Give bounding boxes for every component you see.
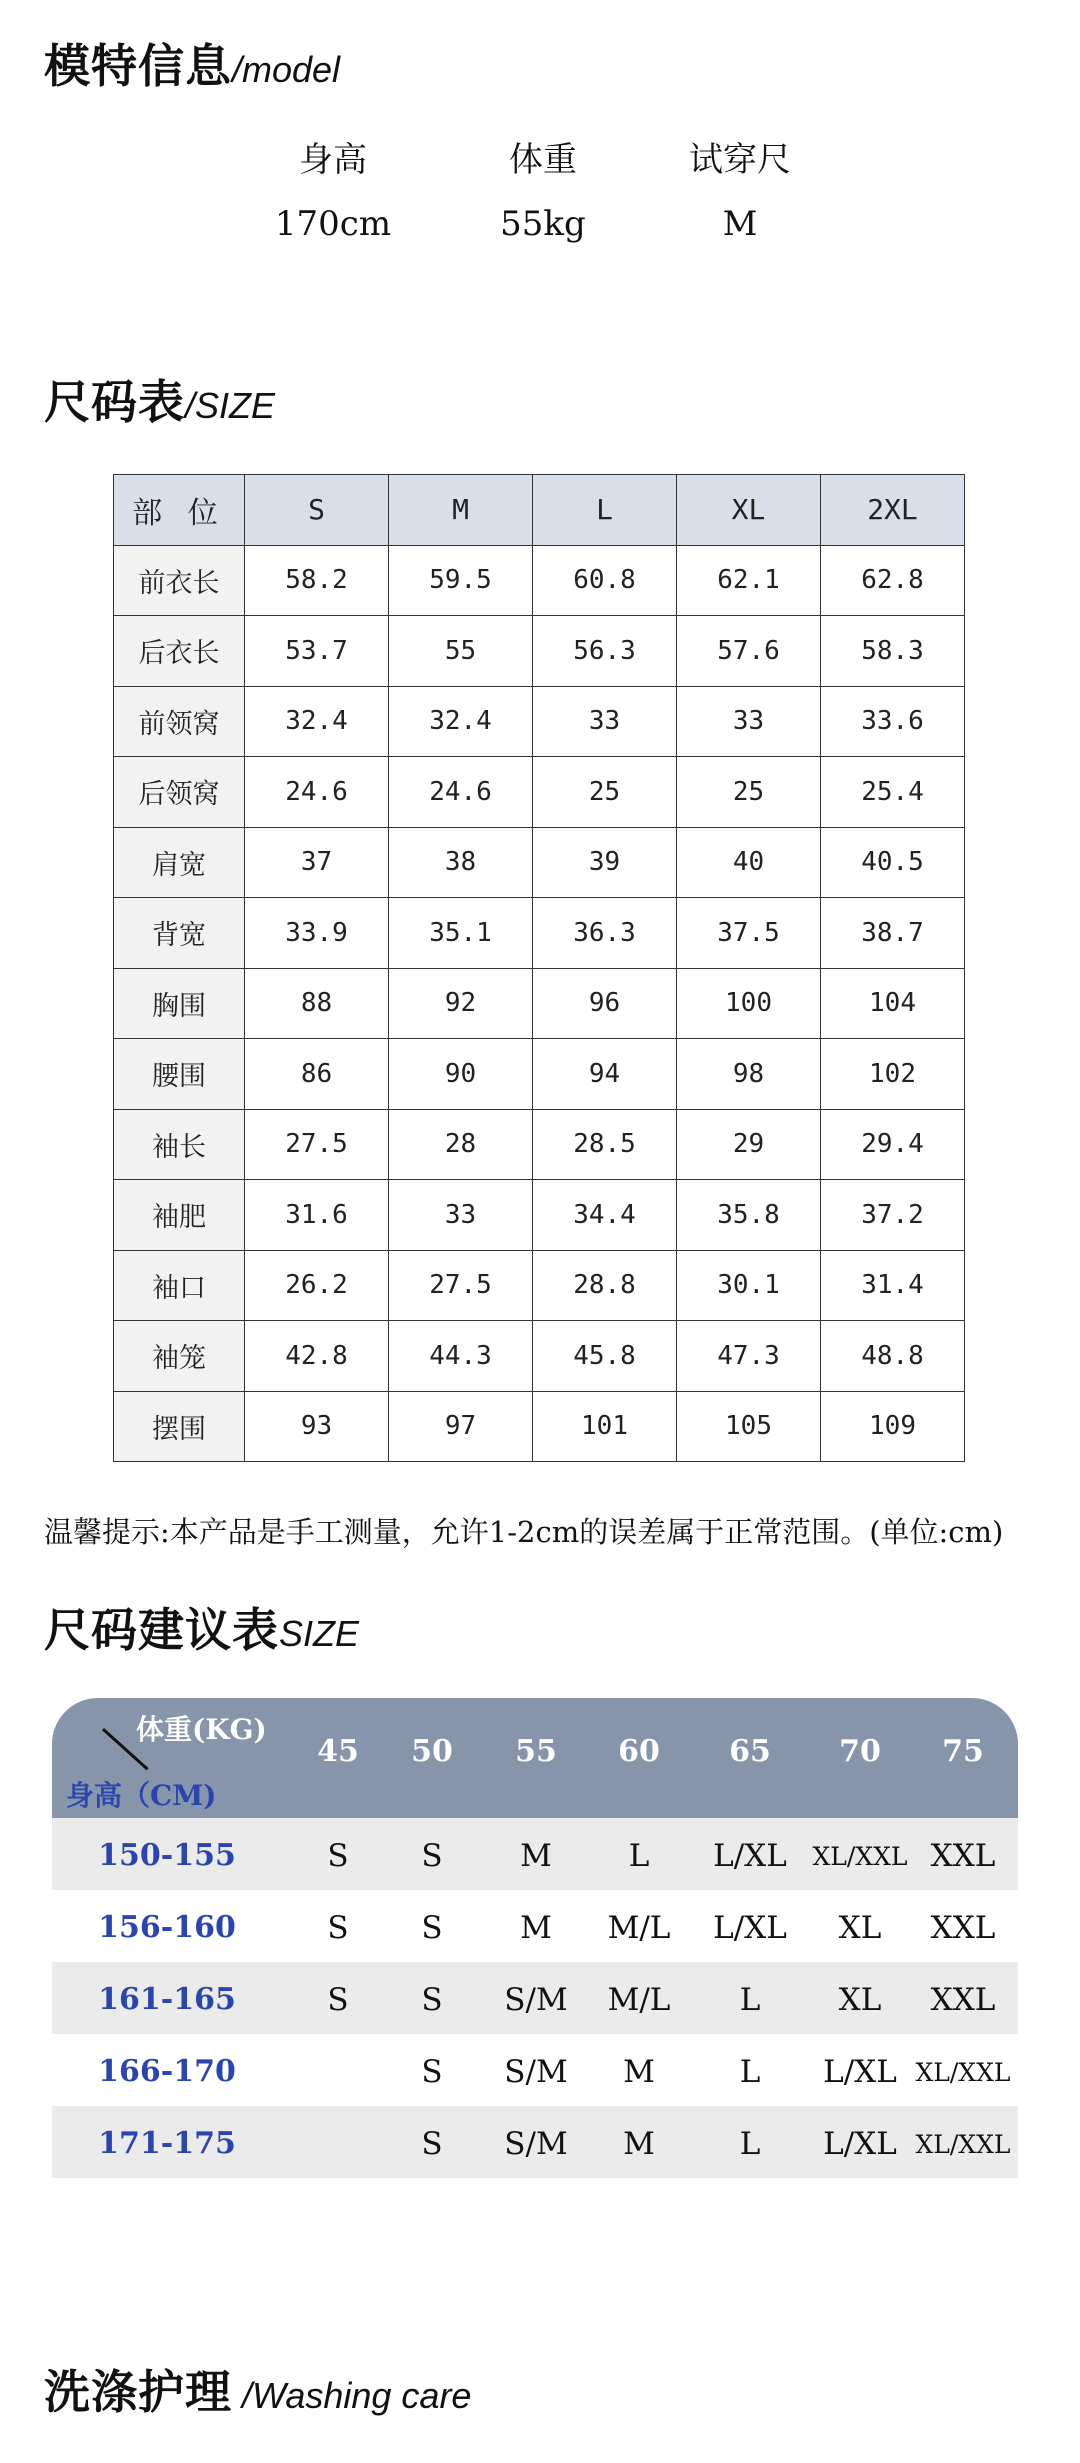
recommended-size: L [628,1838,650,1874]
row-part-name: 袖笼 [114,1321,245,1392]
row-measurement: 27.5 [389,1250,533,1321]
recommended-size: S/M [504,1982,568,2018]
recommended-size: M [520,1910,552,1946]
row-measurement: 26.2 [245,1250,389,1321]
model-value-weight: 55kg [500,204,586,244]
row-part-name: 胸围 [114,968,245,1039]
row-measurement: 29.4 [821,1109,965,1180]
row-measurement: 59.5 [389,545,533,616]
height-range: 150-155 [98,1838,236,1873]
row-measurement: 28 [389,1109,533,1180]
header-xl: XL [677,475,821,546]
recommended-size: M/L [607,1982,671,2018]
recommended-size: S [327,1910,349,1946]
row-measurement: 27.5 [245,1109,389,1180]
model-label-size: 试穿尺 [689,140,791,180]
row-measurement: 33 [677,686,821,757]
row-measurement: 102 [821,1039,965,1110]
recommend-row [52,1890,1018,1962]
weight-column-header: 45 [317,1734,359,1769]
weight-column-header: 50 [411,1734,453,1769]
row-measurement: 109 [821,1391,965,1462]
row-measurement: 25.4 [821,757,965,828]
header-2xl: 2XL [821,475,965,546]
row-measurement: 56.3 [533,616,677,687]
row-part-name: 前领窝 [114,686,245,757]
recommended-size: XXL [930,1838,996,1874]
row-measurement: 62.1 [677,545,821,616]
size-section-title [44,366,275,432]
model-label-height: 身高 [299,140,367,180]
row-measurement: 28.8 [533,1250,677,1321]
row-measurement: 33 [389,1180,533,1251]
row-measurement: 40.5 [821,827,965,898]
recommended-size: XL [838,1910,882,1946]
header-l: L [533,475,677,546]
recommended-size: S/M [504,2126,568,2162]
size-table-row [114,545,965,616]
row-measurement: 101 [533,1391,677,1462]
recommend-row [52,2106,1018,2178]
row-measurement: 25 [533,757,677,828]
row-measurement: 31.6 [245,1180,389,1251]
height-axis-label: 身高（CM) [66,1779,217,1812]
recommended-size: L/XL [823,2054,897,2090]
recommended-size: S [421,1910,443,1946]
size-table-row [114,968,965,1039]
weight-column-header: 55 [515,1734,557,1769]
recommend-row [52,1962,1018,2034]
row-part-name: 袖肥 [114,1180,245,1251]
recommended-size: S [421,1838,443,1874]
row-measurement: 32.4 [389,686,533,757]
row-measurement: 93 [245,1391,389,1462]
recommended-size: L [739,1982,761,2018]
row-measurement: 39 [533,827,677,898]
row-measurement: 47.3 [677,1321,821,1392]
recommended-size: L/XL [823,2126,897,2162]
row-part-name: 背宽 [114,898,245,969]
row-measurement: 60.8 [533,545,677,616]
recommended-size: S/M [504,2054,568,2090]
row-measurement: 36.3 [533,898,677,969]
recommend-title-zh: 尺码建议表 [44,1603,279,1657]
row-measurement: 37.2 [821,1180,965,1251]
row-measurement: 104 [821,968,965,1039]
recommended-size: L [739,2054,761,2090]
weight-column-header: 75 [942,1734,984,1769]
size-title-zh: 尺码表 [44,375,185,429]
header-m: M [389,475,533,546]
height-range: 161-165 [98,1982,236,2017]
height-range: 156-160 [98,1910,236,1945]
row-measurement: 96 [533,968,677,1039]
row-measurement: 24.6 [245,757,389,828]
row-measurement: 28.5 [533,1109,677,1180]
row-measurement: 40 [677,827,821,898]
weight-column-header: 70 [839,1734,881,1769]
size-title-en: /SIZE [185,385,276,426]
recommended-size: XL [838,1982,882,2018]
size-table-row [114,898,965,969]
row-measurement: 33 [533,686,677,757]
weight-axis-label: 体重(KG) [136,1713,267,1746]
row-measurement: 38.7 [821,898,965,969]
row-part-name: 腰围 [114,1039,245,1110]
recommended-size: M [520,1838,552,1874]
recommended-size: S [327,1982,349,2018]
header-part: 部 位 [114,475,245,546]
size-table-row [114,616,965,687]
row-measurement: 58.3 [821,616,965,687]
measurement-tip: 温馨提示:本产品是手工测量，允许1-2cm的误差属于正常范围。(单位:cm) [44,1515,1004,1549]
model-labels-row [0,132,1080,192]
recommend-section-title [44,1594,359,1660]
header-s: S [245,475,389,546]
recommended-size: M [623,2126,655,2162]
recommend-table-header [52,1698,1018,1818]
recommended-size: S [327,1838,349,1874]
height-range: 171-175 [98,2126,236,2161]
row-measurement: 62.8 [821,545,965,616]
row-measurement: 38 [389,827,533,898]
row-measurement: 34.4 [533,1180,677,1251]
size-table-row [114,1180,965,1251]
recommended-size: M [623,2054,655,2090]
row-measurement: 37 [245,827,389,898]
size-table-row [114,1321,965,1392]
row-measurement: 97 [389,1391,533,1462]
row-measurement: 100 [677,968,821,1039]
row-measurement: 37.5 [677,898,821,969]
row-measurement: 86 [245,1039,389,1110]
row-measurement: 32.4 [245,686,389,757]
recommended-size: XL/XXL [915,2058,1011,2087]
recommend-row [52,1818,1018,1890]
row-measurement: 90 [389,1039,533,1110]
washing-title-zh: 洗涤护理 [44,2365,232,2419]
row-part-name: 摆围 [114,1391,245,1462]
model-title-zh: 模特信息 [44,39,232,93]
row-measurement: 44.3 [389,1321,533,1392]
row-measurement: 33.6 [821,686,965,757]
model-label-weight: 体重 [509,140,577,180]
recommend-title-en: SIZE [279,1613,360,1654]
row-part-name: 后领窝 [114,757,245,828]
recommended-size: L/XL [713,1910,787,1946]
row-measurement: 88 [245,968,389,1039]
recommended-size: L/XL [713,1838,787,1874]
row-part-name: 后衣长 [114,616,245,687]
row-measurement: 33.9 [245,898,389,969]
weight-column-header: 65 [729,1734,771,1769]
row-measurement: 42.8 [245,1321,389,1392]
recommend-table [52,1698,1018,2178]
row-measurement: 94 [533,1039,677,1110]
size-table-row [114,757,965,828]
row-part-name: 袖长 [114,1109,245,1180]
row-measurement: 55 [389,616,533,687]
recommended-size: XL/XXL [812,1842,908,1871]
weight-column-header: 60 [618,1734,660,1769]
recommended-size: S [421,2054,443,2090]
row-measurement: 35.1 [389,898,533,969]
recommended-size: XL/XXL [915,2130,1011,2159]
recommended-size: XXL [930,1982,996,2018]
row-measurement: 105 [677,1391,821,1462]
row-part-name: 肩宽 [114,827,245,898]
size-table-row [114,1391,965,1462]
size-table-row [114,1109,965,1180]
row-part-name: 前衣长 [114,545,245,616]
model-section-title [44,30,340,96]
washing-title-en: /Washing care [232,2375,472,2416]
recommend-row [52,2034,1018,2106]
row-measurement: 57.6 [677,616,821,687]
row-measurement: 24.6 [389,757,533,828]
size-table-row [114,827,965,898]
washing-section-title [44,2356,471,2422]
row-measurement: 29 [677,1109,821,1180]
size-table [113,474,965,1462]
row-measurement: 53.7 [245,616,389,687]
model-value-height: 170cm [274,204,392,244]
model-values-row [0,204,1080,264]
row-measurement: 35.8 [677,1180,821,1251]
row-measurement: 25 [677,757,821,828]
model-title-en: /model [232,49,341,90]
row-measurement: 31.4 [821,1250,965,1321]
size-table-header [114,475,965,546]
row-measurement: 98 [677,1039,821,1110]
recommended-size: S [421,1982,443,2018]
recommended-size: L [739,2126,761,2162]
recommended-size: M/L [607,1910,671,1946]
recommended-size: XXL [930,1910,996,1946]
row-measurement: 92 [389,968,533,1039]
model-value-size: M [722,204,758,244]
row-measurement: 58.2 [245,545,389,616]
row-measurement: 45.8 [533,1321,677,1392]
recommended-size: S [421,2126,443,2162]
row-measurement: 48.8 [821,1321,965,1392]
row-measurement: 30.1 [677,1250,821,1321]
height-range: 166-170 [98,2054,236,2089]
size-table-row [114,686,965,757]
size-table-row [114,1039,965,1110]
size-table-row [114,1250,965,1321]
row-part-name: 袖口 [114,1250,245,1321]
